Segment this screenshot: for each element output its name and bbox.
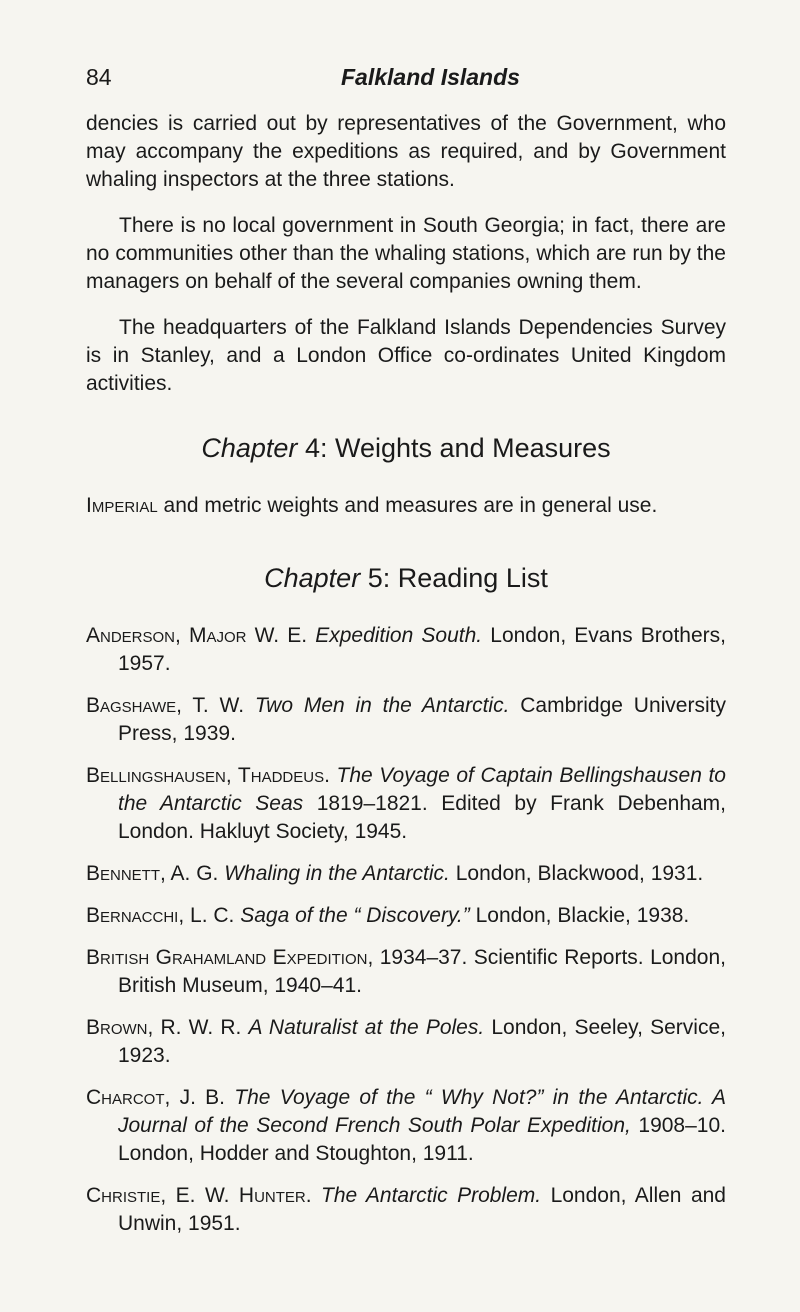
entry-publication: London, Evans Brothers, 1957. (118, 624, 726, 675)
entry-publication: 1908–10. London, Hodder and Stoughton, 1911. (118, 1114, 726, 1165)
reading-list (86, 622, 726, 1238)
paragraph-continuation: dencies is carried out by representatives of the Government, who may accompany the expeditions as required, and by Government whaling inspectors at the three stations. (86, 112, 726, 191)
chapter-4-heading (86, 434, 726, 462)
chapter-4-title: Weights and Measures (334, 433, 611, 463)
paragraph-south-georgia: There is no local government in South Georgia; in fact, there are no communities other than the whaling stations, which are run by the managers on behalf of the several companies owning them. (86, 214, 726, 293)
chapter-5-heading (86, 564, 726, 592)
entry-title: The Voyage of the “ Why Not?” in the Antarctic. A Journal of the Second French South Polar Expedition, (118, 1086, 726, 1137)
entry-author: Anderson, Major W. E. (86, 624, 308, 647)
entry-publication: London, Blackwood, 1931. (449, 862, 704, 885)
entry-publication: London, Blackie, 1938. (469, 904, 690, 927)
entry-title: Saga of the “ Discovery.” (240, 904, 470, 927)
chapter-4-body: and metric weights and measures are in general use. (157, 494, 658, 517)
entry-author: Christie, E. W. Hunter. (86, 1184, 312, 1207)
reading-list-entry (86, 692, 726, 748)
running-header (86, 64, 726, 98)
page-body (86, 110, 726, 1252)
entry-publication: Cambridge University Press, 1939. (118, 694, 726, 745)
page-number: 84 (86, 64, 112, 90)
entry-author: Bennett, A. G. (86, 862, 219, 885)
entry-author: Charcot, J. B. (86, 1086, 226, 1109)
entry-author: British Grahamland Expedition, (86, 946, 374, 969)
chapter-4-number: 4: (304, 433, 328, 463)
entry-title: Whaling in the Antarctic. (224, 862, 450, 885)
chapter-4-text (86, 492, 726, 520)
chapter-5-number: 5: (367, 563, 391, 593)
entry-title: The Voyage of Captain Bellingshausen to the Antarctic Seas (118, 764, 726, 815)
entry-author: Bernacchi, L. C. (86, 904, 235, 927)
chapter-5-prefix: Chapter (264, 563, 361, 593)
reading-list-entry (86, 1084, 726, 1168)
entry-publication: 1819–1821. Edited by Frank Debenham, London. Hakluyt Society, 1945. (118, 792, 727, 843)
reading-list-entry (86, 902, 726, 930)
reading-list-entry (86, 860, 726, 888)
entry-author: Bellingshausen, Thaddeus. (86, 764, 330, 787)
entry-title: A Naturalist at the Poles. (248, 1016, 485, 1039)
reading-list-entry (86, 1182, 726, 1238)
entry-title: Two Men in the Antarctic. (254, 694, 510, 717)
entry-publication: London, Allen and Unwin, 1951. (118, 1184, 726, 1235)
reading-list-entry (86, 762, 726, 846)
reading-list-entry (86, 622, 726, 678)
entry-title: The Antarctic Problem. (321, 1184, 542, 1207)
entry-author: Brown, R. W. R. (86, 1016, 242, 1039)
chapter-4-lead-word: Imperial (86, 494, 158, 517)
entry-publication: 1934–37. Scientific Reports. London, British Museum, 1940–41. (118, 946, 726, 997)
reading-list-entry (86, 1014, 726, 1070)
reading-list-entry (86, 944, 726, 1000)
entry-author: Bagshawe, T. W. (86, 694, 245, 717)
paragraph-headquarters: The headquarters of the Falkland Islands Dependencies Survey is in Stanley, and a London Office co-ordinates United Kingdom activities. (86, 316, 726, 395)
entry-title: Expedition South. (315, 624, 483, 647)
running-title: Falkland Islands (341, 64, 520, 90)
chapter-5-title: Reading List (397, 563, 548, 593)
chapter-4-prefix: Chapter (201, 433, 298, 463)
entry-publication: London, Seeley, Service, 1923. (118, 1016, 726, 1067)
